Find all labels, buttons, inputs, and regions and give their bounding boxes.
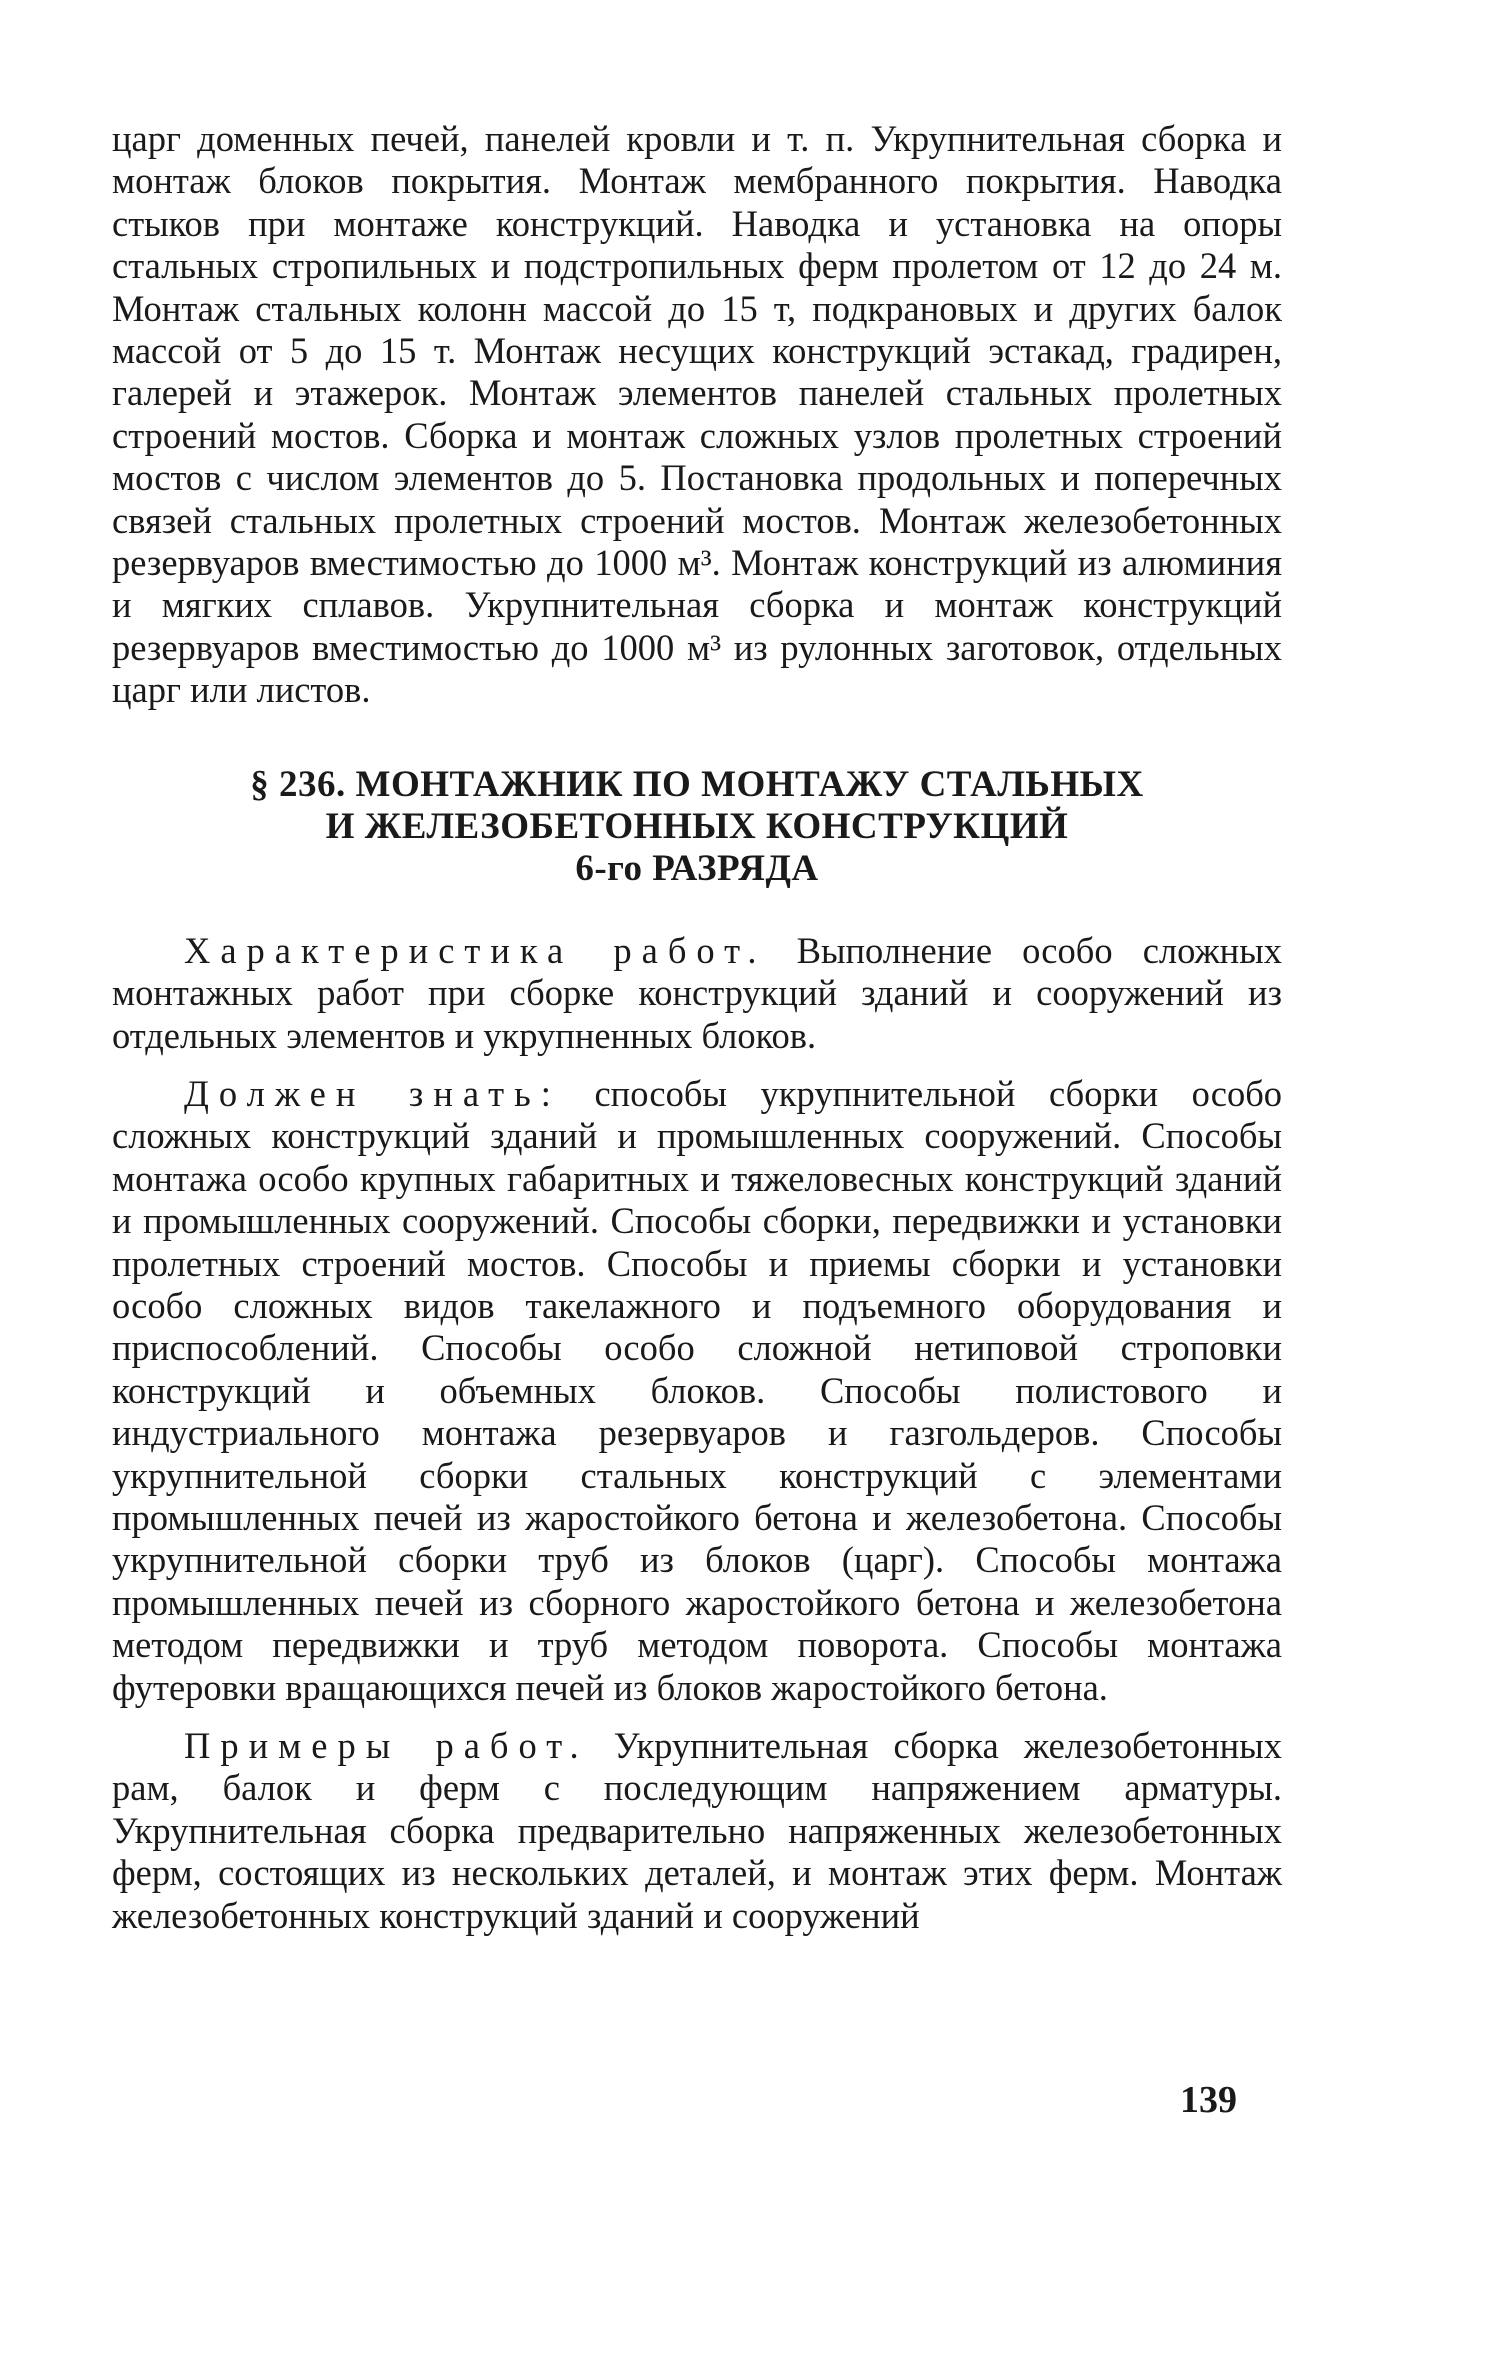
must-know-label: Должен знать: <box>184 1072 561 1114</box>
paragraph-must-know <box>112 1073 1282 1709</box>
paragraph-continuation: царг доменных печей, панелей кровли и т. п. Укрупнительная сборка и монтаж блоков покрытия. Монтаж мембранного покрытия. Наводка стыков при монтаже конструкций. Наводка и установка на опоры стальных стропильных и подстропильных ферм пролетом от 12 до 24 м. Монтаж стальных колонн массой до 15 т, подкрановых и других балок массой от 5 до 15 т. Монтаж несущих конструкций эстакад, градирен, галерей и этажерок. Монтаж элементов панелей стальных пролетных строений мостов. Сборка и монтаж сложных узлов пролетных строений мостов с числом элементов до 5. Постановка продольных и поперечных связей стальных пролетных строений мостов. Монтаж железобетонных резервуаров вместимостью до 1000 м³. Монтаж конструкций из алюминия и мягких сплавов. Укрупнительная сборка и монтаж конструкций резервуаров вместимостью до 1000 м³ из рулонных заготовок, отдельных царг или листов. <box>112 118 1282 711</box>
section-heading <box>112 764 1282 890</box>
heading-line-2: И ЖЕЛЕЗОБЕТОННЫХ КОНСТРУКЦИЙ <box>325 805 1069 847</box>
examples-label: Примеры работ. <box>184 1725 589 1766</box>
paragraph-characteristic <box>112 930 1282 1057</box>
must-know-text: способы укрупнительной сборки особо сложных конструкций зданий и промышленных сооружений. Способы монтажа особо крупных габаритных и тяжеловесных конструкций зданий и промышленных сооружений. Способы сборки, передвижки и установки пролетных строений мостов. Способы и приемы сборки и установки особо сложных видов такелажного и подъемного оборудования и приспособлений. Способы особо сложной нетиповой строповки конструкций и объемных блоков. Способы полистового и индустриального монтажа резервуаров и газгольдеров. Способы укрупнительной сборки стальных конструкций с элементами промышленных печей из жаростойкого бетона и железобетона. Способы укрупнительной сборки труб из блоков (царг). Способы монтажа промышленных печей из сборного жаростойкого бетона и железобетона методом передвижки и труб методом поворота. Способы монтажа футеровки вращающихся печей из блоков жаростойкого бетона. <box>112 1072 1283 1708</box>
paragraph-examples <box>112 1725 1282 1937</box>
characteristic-text: Выполнение особо сложных монтажных работ при сборке конструкций зданий и сооружений из отдельных элементов и укрупненных блоков. <box>112 929 1282 1056</box>
heading-line-1: § 236. МОНТАЖНИК ПО МОНТАЖУ СТАЛЬНЫХ <box>250 763 1144 805</box>
heading-line-3: 6-го РАЗРЯДА <box>575 847 819 889</box>
characteristic-label: Характеристика работ. <box>184 929 767 971</box>
page-number: 139 <box>1180 2079 1237 2121</box>
examples-text: Укрупнительная сборка железобетонных рам, балок и ферм с последующим напряжением арматуры. Укрупнительная сборка предварительно напряженных железобетонных ферм, состоящих из нескольких деталей, и монтаж этих ферм. Монтаж железобетонных конструкций зданий и сооружений <box>112 1725 1282 1936</box>
page-body <box>112 118 1282 1937</box>
